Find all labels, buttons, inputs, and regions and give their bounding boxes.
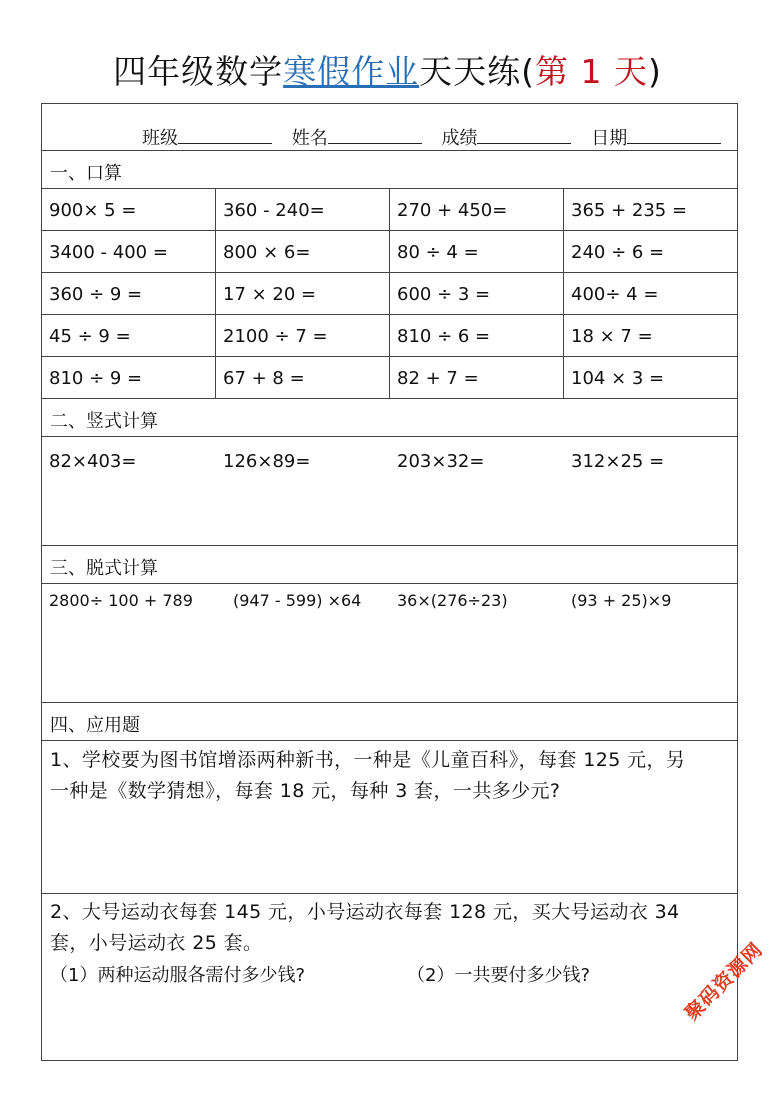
stepwise-problem: 36×(276÷23) [397,591,508,610]
oral-cell: 365 + 235 = [571,200,688,221]
stepwise-problem: (947 - 599) ×64 [233,591,362,610]
problem-2-question-1: （1）两种运动服各需付多少钱? [50,965,306,986]
oral-cell: 240 ÷ 6 = [571,242,665,263]
oral-cell: 3400 - 400 = [42,231,216,272]
problem-2-line-1: 2、大号运动衣每套 145 元，小号运动衣每套 128 元，买大号运动衣 34 [50,901,680,923]
stepwise-area [42,584,737,703]
problem-1 [42,741,737,894]
oral-cell: 360 - 240= [216,189,390,230]
class-label: 班级 [142,128,178,149]
oral-row [42,315,737,357]
oral-cell: 17 × 20 = [216,273,390,314]
title-middle: 天天练( [419,52,535,91]
oral-cell: 80 ÷ 4 = [390,231,564,272]
oral-cell: 82 + 7 = [390,357,564,398]
stepwise-problem: 2800÷ 100 + 789 [49,591,193,610]
vertical-problem: 82×403= [49,451,137,472]
oral-cell: 810 ÷ 6 = [390,315,564,356]
name-field[interactable] [328,126,422,144]
oral-row [42,357,737,399]
problem-2 [42,894,737,1060]
watermark: 聚码资源网 [680,938,768,1025]
oral-cell: 104 × 3 = [571,368,665,389]
oral-cell: 270 + 450= [390,189,564,230]
section-oral-heading: 一、口算 [42,151,737,189]
title-highlight: 寒假作业 [283,52,420,91]
oral-row [42,273,737,315]
score-field[interactable] [477,126,571,144]
vertical-problem: 126×89= [223,451,311,472]
oral-cell: 800 × 6= [216,231,390,272]
oral-cell: 900× 5 = [42,189,216,230]
problem-2-question-2: （2）一共要付多少钱? [407,965,591,986]
oral-cell: 400÷ 4 = [571,284,659,305]
section-application-heading: 四、应用题 [42,703,737,741]
oral-cell: 360 ÷ 9 = [42,273,216,314]
class-field[interactable] [178,126,272,144]
oral-cell: 600 ÷ 3 = [390,273,564,314]
title-suffix: ) [647,52,662,91]
problem-2-line-2: 套，小号运动衣 25 套。 [50,932,263,954]
section-vertical-heading: 二、竖式计算 [42,399,737,437]
problem-1-line-2: 一种是《数学猜想》，每套 18 元，每种 3 套，一共多少元? [50,780,561,802]
oral-cell: 45 ÷ 9 = [42,315,216,356]
name-label: 姓名 [291,128,328,149]
problem-1-line-1: 1、学校要为图书馆增添两种新书，一种是《儿童百科》，每套 125 元，另 [50,749,686,771]
page-title [0,46,775,93]
score-label: 成绩 [441,128,478,149]
oral-cell: 2100 ÷ 7 = [216,315,390,356]
oral-cell: 18 × 7 = [571,326,653,347]
vertical-problem: 312×25 = [571,451,665,472]
section-stepwise-heading: 三、脱式计算 [42,546,737,584]
oral-row [42,189,737,231]
worksheet [41,103,738,1061]
vertical-area [42,437,737,546]
oral-cell: 810 ÷ 9 = [42,357,216,398]
date-label: 日期 [591,128,628,149]
stepwise-problem: (93 + 25)×9 [571,591,672,610]
oral-row [42,231,737,273]
date-field[interactable] [627,126,721,144]
info-row [42,104,737,151]
oral-cell: 67 + 8 = [216,357,390,398]
title-prefix: 四年级数学 [113,52,284,91]
title-day: 第 1 天 [535,52,648,91]
vertical-problem: 203×32= [397,451,485,472]
